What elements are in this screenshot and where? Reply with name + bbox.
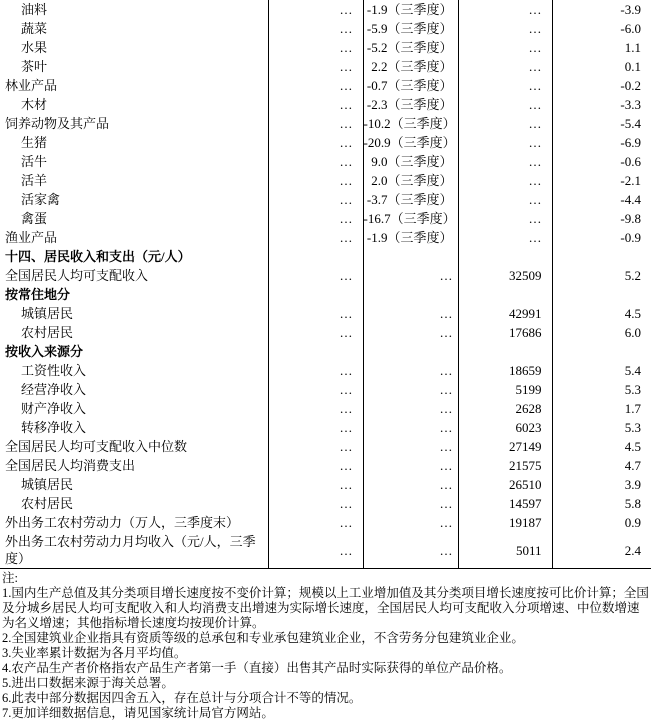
col4-cell: 1.7 bbox=[552, 399, 651, 418]
col4-cell: 5.3 bbox=[552, 418, 651, 437]
col3-cell: 26510 bbox=[458, 475, 552, 494]
footnote-item: 7.更加详细数据信息，请见国家统计局官方网站。 bbox=[2, 706, 274, 720]
col4-cell: 6.0 bbox=[552, 323, 651, 342]
col3-cell: 42991 bbox=[458, 304, 552, 323]
col2-cell: … bbox=[363, 437, 458, 456]
table-row bbox=[0, 0, 651, 19]
col3-cell: … bbox=[458, 152, 552, 171]
row-label: 饲养动物及其产品 bbox=[5, 116, 110, 131]
row-label: 蔬菜 bbox=[21, 21, 48, 36]
col3-cell: 27149 bbox=[458, 437, 552, 456]
col1-cell: … bbox=[268, 475, 363, 494]
col3-cell: 6023 bbox=[458, 418, 552, 437]
col3-cell: 18659 bbox=[458, 361, 552, 380]
col3-cell: … bbox=[458, 228, 552, 247]
col1-cell: … bbox=[268, 171, 363, 190]
row-label: 外出务工农村劳动力（万人，三季度末） bbox=[5, 515, 240, 530]
col3-cell: … bbox=[458, 209, 552, 228]
table-row bbox=[0, 361, 651, 380]
row-label: 茶叶 bbox=[21, 59, 48, 74]
table-row bbox=[0, 133, 651, 152]
col3-cell: … bbox=[458, 0, 552, 19]
table-row bbox=[0, 399, 651, 418]
col4-cell: -5.4 bbox=[552, 114, 651, 133]
section-title: 按常住地分 bbox=[5, 287, 71, 302]
table-row bbox=[0, 228, 651, 247]
col3-cell bbox=[458, 342, 552, 361]
col2-cell: -20.9（三季度） bbox=[363, 133, 458, 152]
table-row bbox=[0, 190, 651, 209]
row-label: 工资性收入 bbox=[21, 363, 87, 378]
col4-cell: 2.4 bbox=[552, 532, 651, 569]
row-label: 油料 bbox=[21, 2, 48, 17]
table-row bbox=[0, 380, 651, 399]
col2-cell bbox=[363, 342, 458, 361]
col1-cell: … bbox=[268, 95, 363, 114]
col1-cell: … bbox=[268, 323, 363, 342]
col2-cell: -1.9（三季度） bbox=[363, 0, 458, 19]
col3-cell: … bbox=[458, 114, 552, 133]
col1-cell: … bbox=[268, 437, 363, 456]
section-header-row bbox=[0, 285, 651, 304]
table-row bbox=[0, 532, 651, 569]
col4-cell: 0.1 bbox=[552, 57, 651, 76]
col1-cell: … bbox=[268, 532, 363, 569]
table-row bbox=[0, 266, 651, 285]
section-header-row bbox=[0, 247, 651, 266]
col3-cell bbox=[458, 285, 552, 304]
table-row bbox=[0, 76, 651, 95]
col1-cell bbox=[268, 285, 363, 304]
col2-cell: -3.7（三季度） bbox=[363, 190, 458, 209]
row-label: 活牛 bbox=[21, 154, 48, 169]
col2-cell: … bbox=[363, 456, 458, 475]
table-row bbox=[0, 152, 651, 171]
col3-cell: 14597 bbox=[458, 494, 552, 513]
col2-cell: … bbox=[363, 418, 458, 437]
col2-cell: 2.2（三季度） bbox=[363, 57, 458, 76]
col3-cell: … bbox=[458, 133, 552, 152]
table-row bbox=[0, 456, 651, 475]
col3-cell: … bbox=[458, 190, 552, 209]
col1-cell bbox=[268, 342, 363, 361]
col4-cell: 3.9 bbox=[552, 475, 651, 494]
col2-cell: -0.7（三季度） bbox=[363, 76, 458, 95]
col1-cell bbox=[268, 247, 363, 266]
row-label: 水果 bbox=[21, 40, 48, 55]
col4-cell: -0.9 bbox=[552, 228, 651, 247]
col1-cell: … bbox=[268, 133, 363, 152]
col2-cell bbox=[363, 247, 458, 266]
col4-cell: 5.4 bbox=[552, 361, 651, 380]
col4-cell: 4.7 bbox=[552, 456, 651, 475]
col1-cell: … bbox=[268, 228, 363, 247]
table-row bbox=[0, 437, 651, 456]
col4-cell: -6.9 bbox=[552, 133, 651, 152]
col4-cell: -3.3 bbox=[552, 95, 651, 114]
col3-cell: … bbox=[458, 95, 552, 114]
col1-cell: … bbox=[268, 209, 363, 228]
row-label: 农村居民 bbox=[21, 325, 74, 340]
col4-cell: -3.9 bbox=[552, 0, 651, 19]
col3-cell: 2628 bbox=[458, 399, 552, 418]
row-label: 城镇居民 bbox=[21, 306, 74, 321]
col2-cell: … bbox=[363, 380, 458, 399]
col2-cell: 9.0（三季度） bbox=[363, 152, 458, 171]
col3-cell: … bbox=[458, 171, 552, 190]
col2-cell: … bbox=[363, 475, 458, 494]
col1-cell: … bbox=[268, 304, 363, 323]
col1-cell: … bbox=[268, 152, 363, 171]
col3-cell: 5011 bbox=[458, 532, 552, 569]
table-row bbox=[0, 513, 651, 532]
footnote-item: 1.国内生产总值及其分类项目增长速度按不变价计算；规模以上工业增加值及其分类项目增长速度按可比价计算；全国及分城乡居民人均可支配收入和人均消费支出增速为实际增长速度，全国居民人均可支配收入分项增速、中位数增速为名义增速；其他指标增长速度均按现价计算。 bbox=[2, 586, 649, 630]
col2-cell bbox=[363, 285, 458, 304]
col1-cell: … bbox=[268, 266, 363, 285]
table-row bbox=[0, 323, 651, 342]
col2-cell: … bbox=[363, 513, 458, 532]
row-label: 转移净收入 bbox=[21, 420, 87, 435]
row-label: 经营净收入 bbox=[21, 382, 87, 397]
table-row bbox=[0, 19, 651, 38]
footnote-item: 4.农产品生产者价格指农产品生产者第一手（直接）出售其产品时实际获得的单位产品价格。 bbox=[2, 661, 512, 675]
row-label: 农村居民 bbox=[21, 496, 74, 511]
col2-cell: … bbox=[363, 323, 458, 342]
table-row bbox=[0, 475, 651, 494]
section-header-row bbox=[0, 342, 651, 361]
col1-cell: … bbox=[268, 114, 363, 133]
col2-cell: -10.2（三季度） bbox=[363, 114, 458, 133]
table-row bbox=[0, 95, 651, 114]
row-label: 财产净收入 bbox=[21, 401, 87, 416]
row-label: 活家禽 bbox=[21, 192, 61, 207]
col1-cell: … bbox=[268, 418, 363, 437]
col3-cell: 5199 bbox=[458, 380, 552, 399]
col4-cell: 5.3 bbox=[552, 380, 651, 399]
col4-cell: 0.9 bbox=[552, 513, 651, 532]
col1-cell: … bbox=[268, 38, 363, 57]
col4-cell: -6.0 bbox=[552, 19, 651, 38]
col4-cell: 5.8 bbox=[552, 494, 651, 513]
col4-cell bbox=[552, 247, 651, 266]
col3-cell: … bbox=[458, 57, 552, 76]
col4-cell: 4.5 bbox=[552, 437, 651, 456]
table-row bbox=[0, 304, 651, 323]
footnote-item: 6.此表中部分数据因四舍五入，存在总计与分项合计不等的情况。 bbox=[2, 691, 362, 705]
row-label: 渔业产品 bbox=[5, 230, 58, 245]
col3-cell: 32509 bbox=[458, 266, 552, 285]
col3-cell: … bbox=[458, 19, 552, 38]
col2-cell: -5.2（三季度） bbox=[363, 38, 458, 57]
col2-cell: … bbox=[363, 304, 458, 323]
table-row bbox=[0, 209, 651, 228]
col3-cell: … bbox=[458, 76, 552, 95]
row-label: 外出务工农村劳动力月均收入（元/人，三季度） bbox=[5, 534, 256, 566]
col4-cell: 5.2 bbox=[552, 266, 651, 285]
table-row bbox=[0, 38, 651, 57]
col2-cell: -5.9（三季度） bbox=[363, 19, 458, 38]
col4-cell bbox=[552, 285, 651, 304]
col4-cell: 1.1 bbox=[552, 38, 651, 57]
col2-cell: … bbox=[363, 361, 458, 380]
row-label: 林业产品 bbox=[5, 78, 58, 93]
col4-cell: -9.8 bbox=[552, 209, 651, 228]
col1-cell: … bbox=[268, 513, 363, 532]
col1-cell: … bbox=[268, 76, 363, 95]
col2-cell: … bbox=[363, 399, 458, 418]
table-row bbox=[0, 494, 651, 513]
row-label: 城镇居民 bbox=[21, 477, 74, 492]
col1-cell: … bbox=[268, 0, 363, 19]
row-label: 禽蛋 bbox=[21, 211, 48, 226]
table-row bbox=[0, 114, 651, 133]
row-label: 全国居民人均可支配收入 bbox=[5, 268, 149, 283]
col1-cell: … bbox=[268, 380, 363, 399]
col4-cell: 4.5 bbox=[552, 304, 651, 323]
table-row bbox=[0, 418, 651, 437]
footnote-item: 3.失业率累计数据为各月平均值。 bbox=[2, 646, 187, 660]
table-row bbox=[0, 171, 651, 190]
col4-cell: -0.6 bbox=[552, 152, 651, 171]
col2-cell: … bbox=[363, 266, 458, 285]
col1-cell: … bbox=[268, 399, 363, 418]
footnote-item: 2.全国建筑业企业指具有资质等级的总承包和专业承包建筑业企业，不含劳务分包建筑业企业。 bbox=[2, 631, 524, 645]
col2-cell: … bbox=[363, 494, 458, 513]
col2-cell: -2.3（三季度） bbox=[363, 95, 458, 114]
table-row bbox=[0, 57, 651, 76]
row-label: 全国居民人均消费支出 bbox=[5, 458, 136, 473]
row-label: 活羊 bbox=[21, 173, 48, 188]
section-title: 按收入来源分 bbox=[5, 344, 84, 359]
col1-cell: … bbox=[268, 190, 363, 209]
footnotes bbox=[0, 569, 651, 721]
col3-cell: 19187 bbox=[458, 513, 552, 532]
row-label: 木材 bbox=[21, 97, 48, 112]
section-title: 十四、居民收入和支出（元/人） bbox=[5, 249, 191, 264]
col3-cell: 17686 bbox=[458, 323, 552, 342]
col1-cell: … bbox=[268, 361, 363, 380]
col4-cell bbox=[552, 342, 651, 361]
row-label: 生猪 bbox=[21, 135, 48, 150]
col1-cell: … bbox=[268, 456, 363, 475]
col2-cell: 2.0（三季度） bbox=[363, 171, 458, 190]
col1-cell: … bbox=[268, 19, 363, 38]
col3-cell: … bbox=[458, 38, 552, 57]
col4-cell: -2.1 bbox=[552, 171, 651, 190]
col1-cell: … bbox=[268, 494, 363, 513]
col2-cell: … bbox=[363, 532, 458, 569]
col4-cell: -0.2 bbox=[552, 76, 651, 95]
col3-cell bbox=[458, 247, 552, 266]
col1-cell: … bbox=[268, 57, 363, 76]
col3-cell: 21575 bbox=[458, 456, 552, 475]
row-label: 全国居民人均可支配收入中位数 bbox=[5, 439, 188, 454]
footnote-item: 5.进出口数据来源于海关总署。 bbox=[2, 676, 174, 690]
col2-cell: -1.9（三季度） bbox=[363, 228, 458, 247]
footnotes-title: 注: bbox=[2, 571, 18, 585]
col2-cell: -16.7（三季度） bbox=[363, 209, 458, 228]
col4-cell: -4.4 bbox=[552, 190, 651, 209]
